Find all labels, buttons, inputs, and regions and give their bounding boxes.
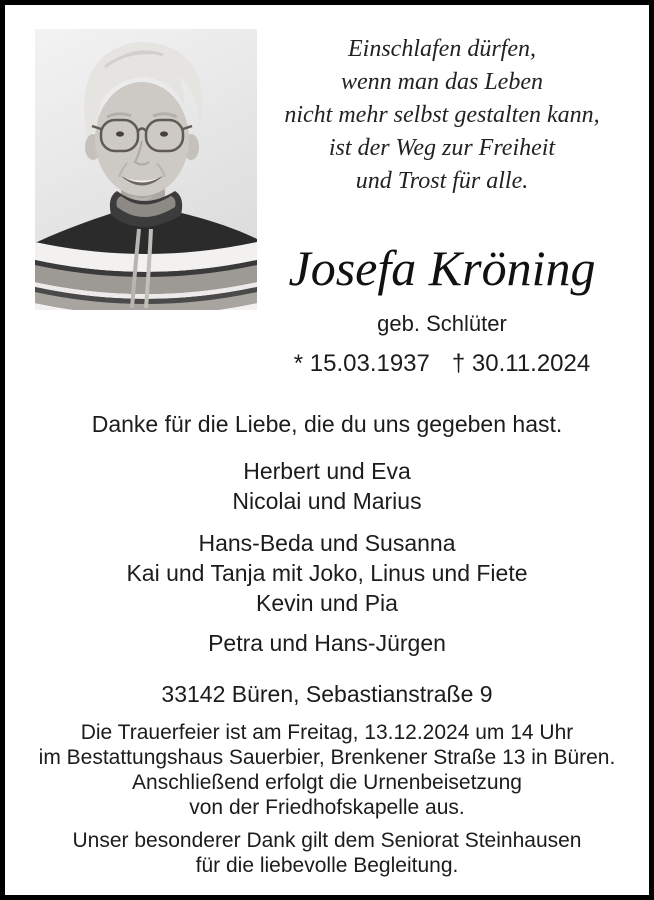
deceased-name: Josefa Kröning [288,240,596,296]
mourners-group-2 [5,528,649,618]
verse-line: wenn man das Leben [341,69,543,95]
maiden-name: geb. Schlüter [377,311,507,336]
mourners-group-3 [5,628,649,658]
mourner-line: Hans-Beda und Susanna [198,530,456,556]
verse-line: Einschlafen dürfen, [348,36,536,62]
portrait-illustration [35,29,257,310]
funeral-info-line: von der Friedhofskapelle aus. [189,796,465,819]
address-line: 33142 Büren, Sebastianstraße 9 [161,681,493,707]
thanks-line: Danke für die Liebe, die du uns gegeben hast. [91,411,563,437]
memorial-verse [257,33,627,198]
mourner-line: Petra und Hans-Jürgen [208,630,446,656]
acknowledgement-line: für die liebevolle Begleitung. [195,854,459,877]
verse-line: nicht mehr selbst gestalten kann, [284,102,600,128]
eye-left [116,131,124,136]
funeral-info [5,720,649,820]
acknowledgement [5,828,649,878]
mourner-line: Kai und Tanja mit Joko, Linus und Fiete [126,560,528,586]
mourner-line: Nicolai und Marius [232,488,422,514]
header-text-column [257,29,627,378]
eye-right [160,131,168,136]
funeral-info-line: Anschließend erfolgt die Urnenbeisetzung [132,771,522,794]
funeral-info-line: im Bestattungshaus Sauerbier, Brenkener Straße 13 in Büren. [38,746,616,769]
verse-line: und Trost für alle. [355,168,529,194]
death-date: † 30.11.2024 [451,350,591,377]
funeral-info-line: Die Trauerfeier ist am Freitag, 13.12.2024 um 14 Uhr [80,721,574,744]
mourners-group-1 [5,456,649,516]
life-dates [257,349,627,378]
verse-line: ist der Weg zur Freiheit [328,135,556,161]
acknowledgement-line: Unser besonderer Dank gilt dem Seniorat Steinhausen [72,829,582,852]
portrait-photo [35,29,257,310]
mourner-line: Herbert und Eva [243,458,411,484]
mourner-line: Kevin und Pia [256,590,398,616]
top-section [5,5,649,378]
birth-date: * 15.03.1937 [293,350,430,377]
face [95,82,189,196]
